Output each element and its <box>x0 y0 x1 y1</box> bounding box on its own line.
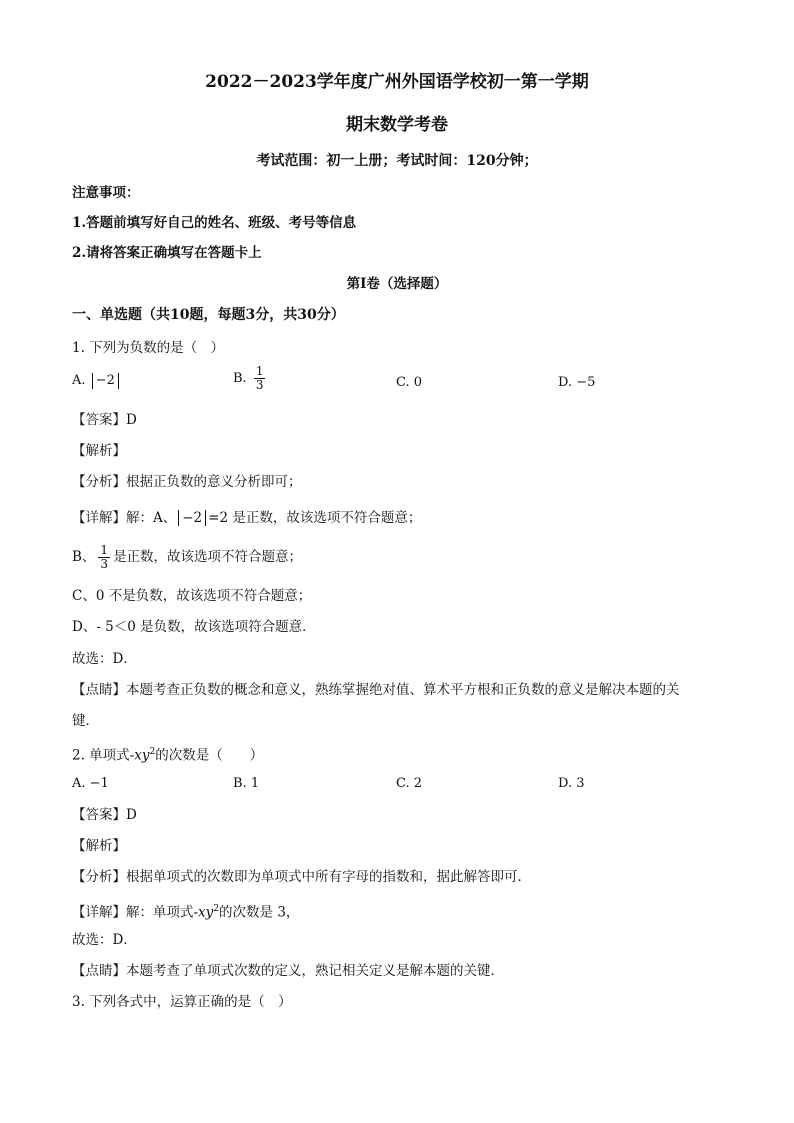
q2-stem-post: 的次数是（ ） <box>155 747 264 764</box>
xiangjie-exponent: 2 <box>213 904 220 914</box>
q1-option-a <box>72 372 121 390</box>
xiangjie-pre: 解：单项式 <box>126 904 194 921</box>
fenxi-tag: 【分析】 <box>72 474 126 490</box>
fraction-denominator: 3 <box>100 557 109 571</box>
b-fraction <box>98 544 110 571</box>
q1-option-b-fraction <box>254 365 266 392</box>
xiangjie-a-abs: −2 <box>178 510 206 526</box>
q2-option-c: C. 2 <box>396 776 423 791</box>
q2-answer <box>72 806 137 824</box>
q1-line-d: D、- 5＜0 是负数，故该选项符合题意． <box>72 619 316 635</box>
q2-dianjing <box>72 962 504 980</box>
q1-fenxi <box>72 473 302 491</box>
q1-option-b <box>233 365 268 392</box>
exam-title: 2022－2023学年度广州外国语学校初一第一学期 <box>205 72 589 92</box>
q1-xiangjie <box>72 509 421 527</box>
notes-item-1: 1.答题前填写好自己的姓名、班级、考号等信息 <box>72 215 357 231</box>
xiangjie-math: -xy <box>193 904 214 921</box>
q1-option-d: D. −5 <box>558 375 596 390</box>
answer-tag: 【答案】 <box>72 807 126 823</box>
q2-option-a: A. −1 <box>72 776 109 791</box>
dianjing-text: 本题考查了单项式次数的定义，熟记相关定义是解本题的关键． <box>126 963 504 979</box>
q1-jiexi-tag: 【解析】 <box>72 443 126 459</box>
q1-dianjing-cont: 键． <box>72 713 99 729</box>
q1-line-b <box>72 544 302 571</box>
xiangjie-a-pre: 解：A、 <box>126 510 177 526</box>
volume-heading: 第I卷（选择题） <box>346 276 448 292</box>
xiangjie-tag: 【详解】 <box>72 904 126 921</box>
q1-stem: 1. 下列为负数的是（ ） <box>72 340 225 356</box>
q2-stem-exponent: 2 <box>149 747 156 757</box>
answer-value: D <box>126 412 137 428</box>
b-pre: B、 <box>72 549 96 565</box>
dianjing-tag: 【点睛】 <box>72 963 126 979</box>
fraction-numerator: 1 <box>100 543 109 557</box>
q2-stem-pre: 2. 单项式 <box>72 747 130 764</box>
q2-jiexi-tag: 【解析】 <box>72 838 126 854</box>
q1-line-c: C、0 不是负数，故该选项不符合题意； <box>72 588 312 604</box>
fraction-numerator: 1 <box>255 364 264 378</box>
exam-info: 考试范围：初一上册；考试时间：120分钟； <box>256 153 538 169</box>
q2-guxuan: 故选：D． <box>72 932 137 948</box>
exam-subtitle: 期末数学考卷 <box>346 115 448 135</box>
q1-guxuan: 故选：D． <box>72 651 137 667</box>
q2-stem-math: -xy <box>129 747 150 764</box>
q3-stem: 3. 下列各式中，运算正确的是（ ） <box>72 994 292 1010</box>
q2-option-d: D. 3 <box>558 776 585 791</box>
b-post: 是正数，故该选项不符合题意； <box>113 549 303 565</box>
q1-dianjing <box>72 681 680 699</box>
q1-option-a-value: −2 <box>92 373 119 389</box>
answer-tag: 【答案】 <box>72 412 126 428</box>
q2-fenxi <box>72 868 531 886</box>
dianjing-text: 本题考查正负数的概念和意义，熟练掌握绝对值、算术平方根和正负数的意义是解决本题的关 <box>126 682 680 698</box>
notes-heading: 注意事项： <box>72 185 140 201</box>
q2-stem <box>72 743 263 765</box>
answer-value: D <box>126 807 137 823</box>
q1-answer <box>72 411 137 429</box>
xiangjie-post: 的次数是 3， <box>219 904 300 921</box>
q1-option-c: C. 0 <box>396 375 423 390</box>
q2-xiangjie <box>72 900 299 922</box>
fenxi-text: 根据单项式的次数即为单项式中所有字母的指数和，据此解答即可． <box>126 869 531 885</box>
fenxi-text: 根据正负数的意义分析即可； <box>126 474 302 490</box>
dianjing-tag: 【点睛】 <box>72 682 126 698</box>
xiangjie-a-post: =2 是正数，故该选项不符合题意； <box>208 510 422 526</box>
q1-option-a-label: A. <box>72 373 86 388</box>
notes-item-2: 2.请将答案正确填写在答题卡上 <box>72 245 262 261</box>
part-heading: 一、单选题（共10题，每题3分，共30分） <box>72 307 345 323</box>
xiangjie-tag: 【详解】 <box>72 510 126 526</box>
fraction-denominator: 3 <box>255 378 264 392</box>
fenxi-tag: 【分析】 <box>72 869 126 885</box>
q2-option-b: B. 1 <box>233 776 260 791</box>
q1-option-b-label: B. <box>233 371 247 386</box>
